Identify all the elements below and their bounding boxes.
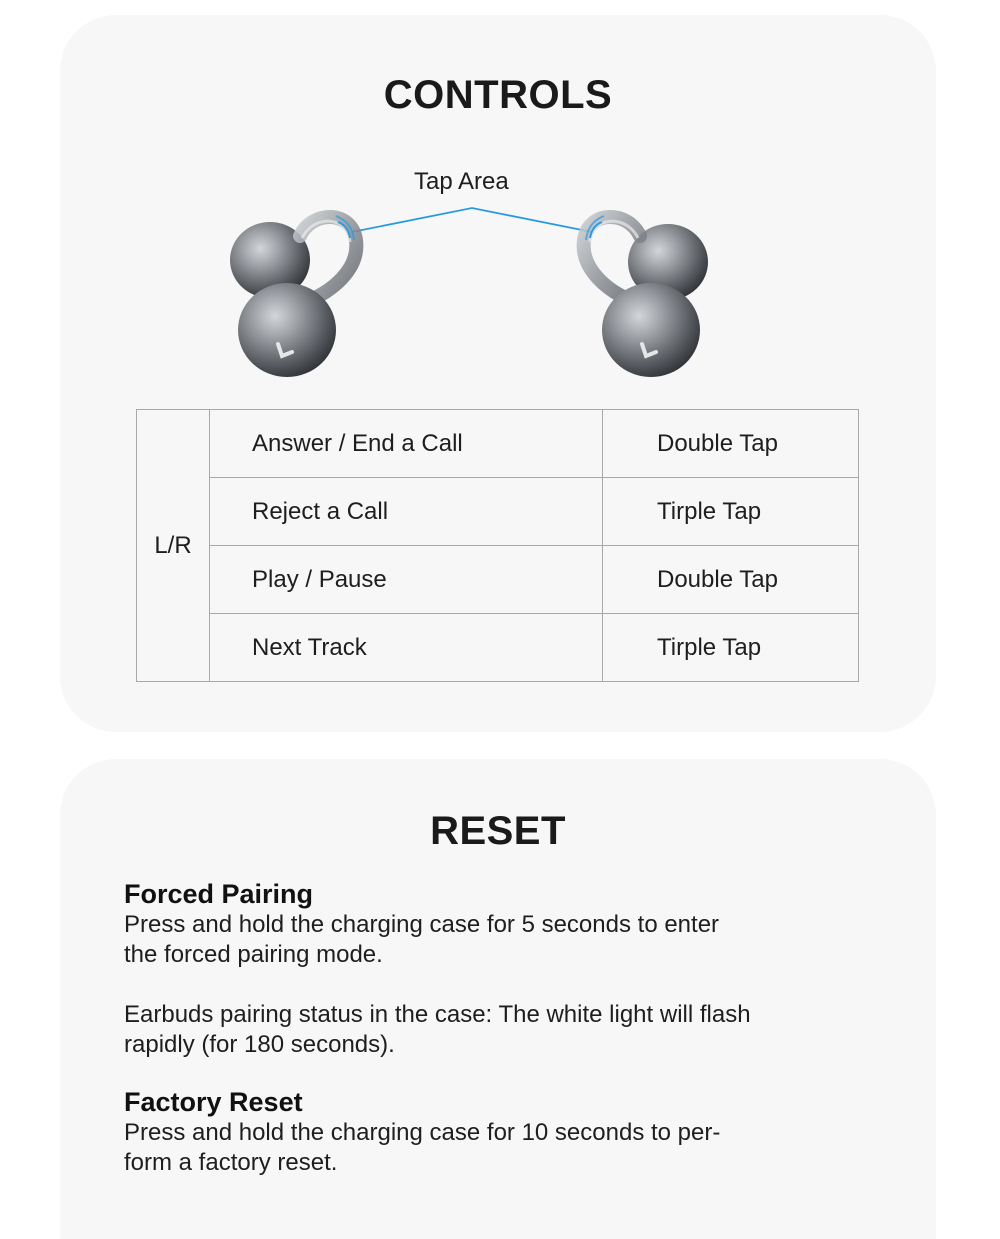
- earbuds-illustration: [0, 0, 1000, 400]
- reset-title: RESET: [430, 809, 566, 853]
- pairing-status-text-line: Earbuds pairing status in the case: The white light will flash: [124, 1001, 751, 1028]
- action-cell: Tirple Tap: [603, 478, 859, 546]
- factory-reset-heading: Factory Reset: [124, 1087, 303, 1117]
- table-row: [137, 478, 859, 546]
- forced-pairing-text-line: the forced pairing mode.: [124, 941, 383, 968]
- function-cell: Play / Pause: [210, 546, 603, 614]
- pairing-status-text-line: rapidly (for 180 seconds).: [124, 1031, 395, 1058]
- right-earbud-icon: [584, 217, 708, 377]
- controls-table: [136, 409, 859, 682]
- table-row: [137, 614, 859, 682]
- action-cell: Double Tap: [603, 410, 859, 478]
- function-cell: Next Track: [210, 614, 603, 682]
- function-cell: Answer / End a Call: [210, 410, 603, 478]
- reset-instructions: [124, 878, 884, 1178]
- tap-area-label: Tap Area: [414, 168, 509, 195]
- factory-reset-text-line: Press and hold the charging case for 10 seconds to per-: [124, 1119, 721, 1146]
- side-label: L/R: [137, 410, 210, 682]
- left-earbud-icon: [230, 217, 356, 377]
- forced-pairing-heading: Forced Pairing: [124, 879, 314, 909]
- table-row: [137, 410, 859, 478]
- controls-title: CONTROLS: [383, 73, 613, 117]
- table-row: [137, 546, 859, 614]
- action-cell: Double Tap: [603, 546, 859, 614]
- factory-reset-text-line: form a factory reset.: [124, 1149, 338, 1176]
- action-cell: Tirple Tap: [603, 614, 859, 682]
- forced-pairing-text-line: Press and hold the charging case for 5 seconds to enter: [124, 911, 720, 938]
- tap-pointer-line: [352, 208, 592, 232]
- function-cell: Reject a Call: [210, 478, 603, 546]
